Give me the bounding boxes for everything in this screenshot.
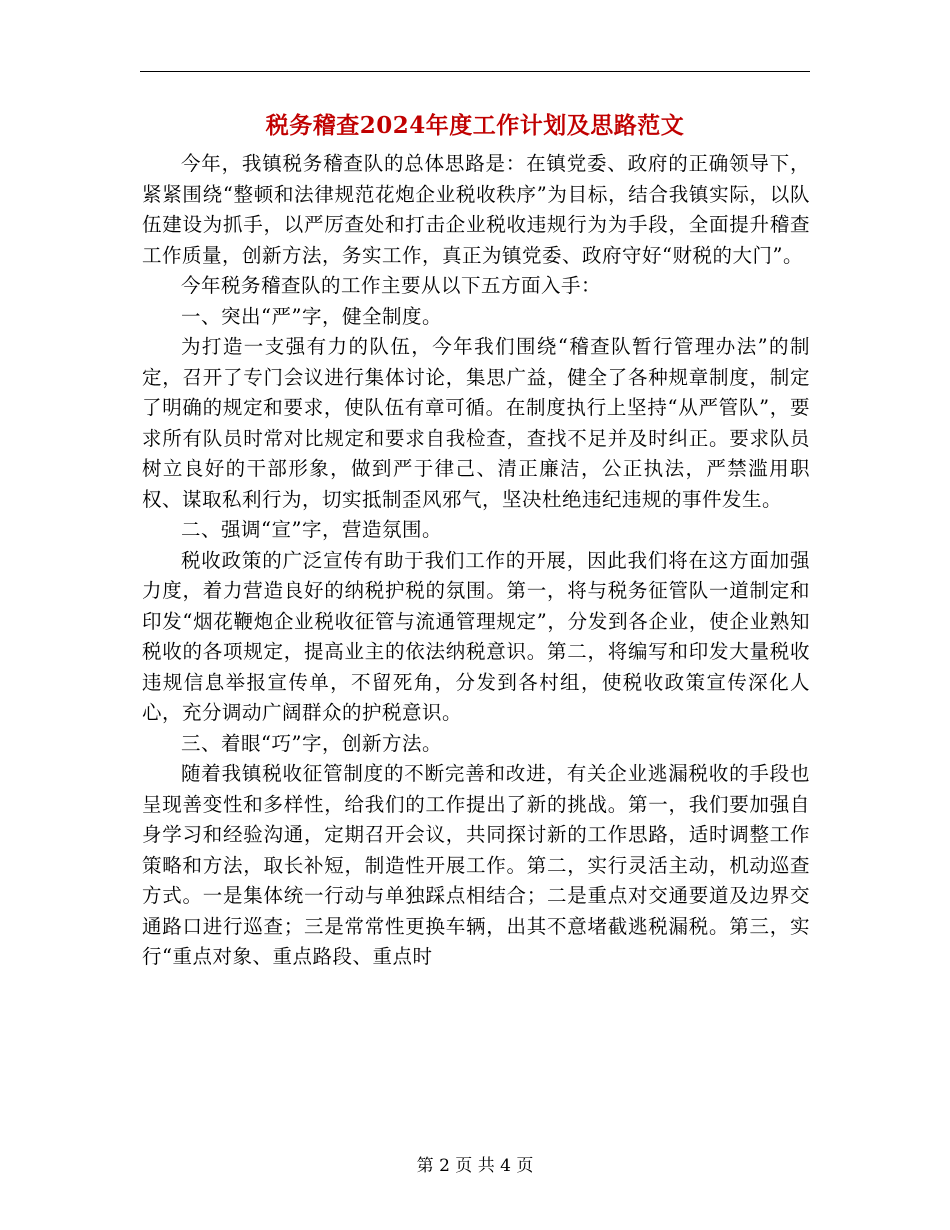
page-number-footer: 第 2 页 共 4 页 [416,1156,534,1176]
paragraph-five-aspects: 今年税务稽查队的工作主要从以下五方面入手： [181,274,602,297]
paragraph-section-3: 随着我镇税收征管制度的不断完善和改进，有关企业逃漏税收的手段也呈现善变性和多样性，给我们的工作提出了新的挑战。第一，我们要加强自身学习和经验沟通，定期召开会议，共同探讨新的工作思路，适时调整工作策略和方法，取长补短，制造性开展工作。第二，实行灵活主动，机动巡查方式。一是集体统一行动与单独踩点相结合；二是重点对交通要道及边界交通路口进行巡查；三是常常性更换车辆，出其不意堵截逃税漏税。第三，实行“重点对象、重点路段、重点时 [142,762,810,968]
paragraph-section-1: 为打造一支强有力的队伍，今年我们围绕“稽查队暂行管理办法”的制定，召开了专门会议进行集体讨论，集思广益，健全了各种规章制度，制定了明确的规定和要求，使队伍有章可循。在制度执行上坚持“从严管队”，要求所有队员时常对比规定和要求自我检查，查找不足并及时纠正。要求队员树立良好的干部形象，做到严于律己、清正廉洁，公正执法，严禁滥用职权、谋取私利行为，切实抵制歪风邪气，坚决杜绝违纪违规的事件发生。 [142,335,810,511]
paragraph-overall-idea: 今年，我镇税务稽查队的总体思路是：在镇党委、政府的正确领导下，紧紧围绕“整顿和法律规范花炮企业税收秩序”为目标，结合我镇实际，以队伍建设为抓手，以严厉查处和打击企业税收违规行为为手段，全面提升稽查工作质量，创新方法，务实工作，真正为镇党委、政府守好“财税的大门”。 [142,152,810,267]
document-title: 税务稽查2024年度工作计划及思路范文 [265,112,685,139]
section-heading-1: 一、突出“严”字，健全制度。 [181,304,442,328]
paragraph-section-2: 税收政策的广泛宣传有助于我们工作的开展，因此我们将在这方面加强力度，着力营造良好的纳税护税的氛围。第一，将与税务征管队一道制定和印发“烟花鞭炮企业税收征管与流通管理规定”，分发到各企业，使企业熟知税收的各项规定，提高业主的依法纳税意识。第二，将编写和印发大量税收违规信息举报宣传单，不留死角，分发到各村组，使税收政策宣传深化人心，充分调动广阔群众的护税意识。 [142,548,810,724]
section-heading-2: 二、强调“宣”字，营造氛围。 [181,518,442,541]
header-rule [140,71,810,72]
section-heading-3: 三、着眼“巧”字，创新方法。 [181,731,442,755]
document-body [142,149,810,973]
